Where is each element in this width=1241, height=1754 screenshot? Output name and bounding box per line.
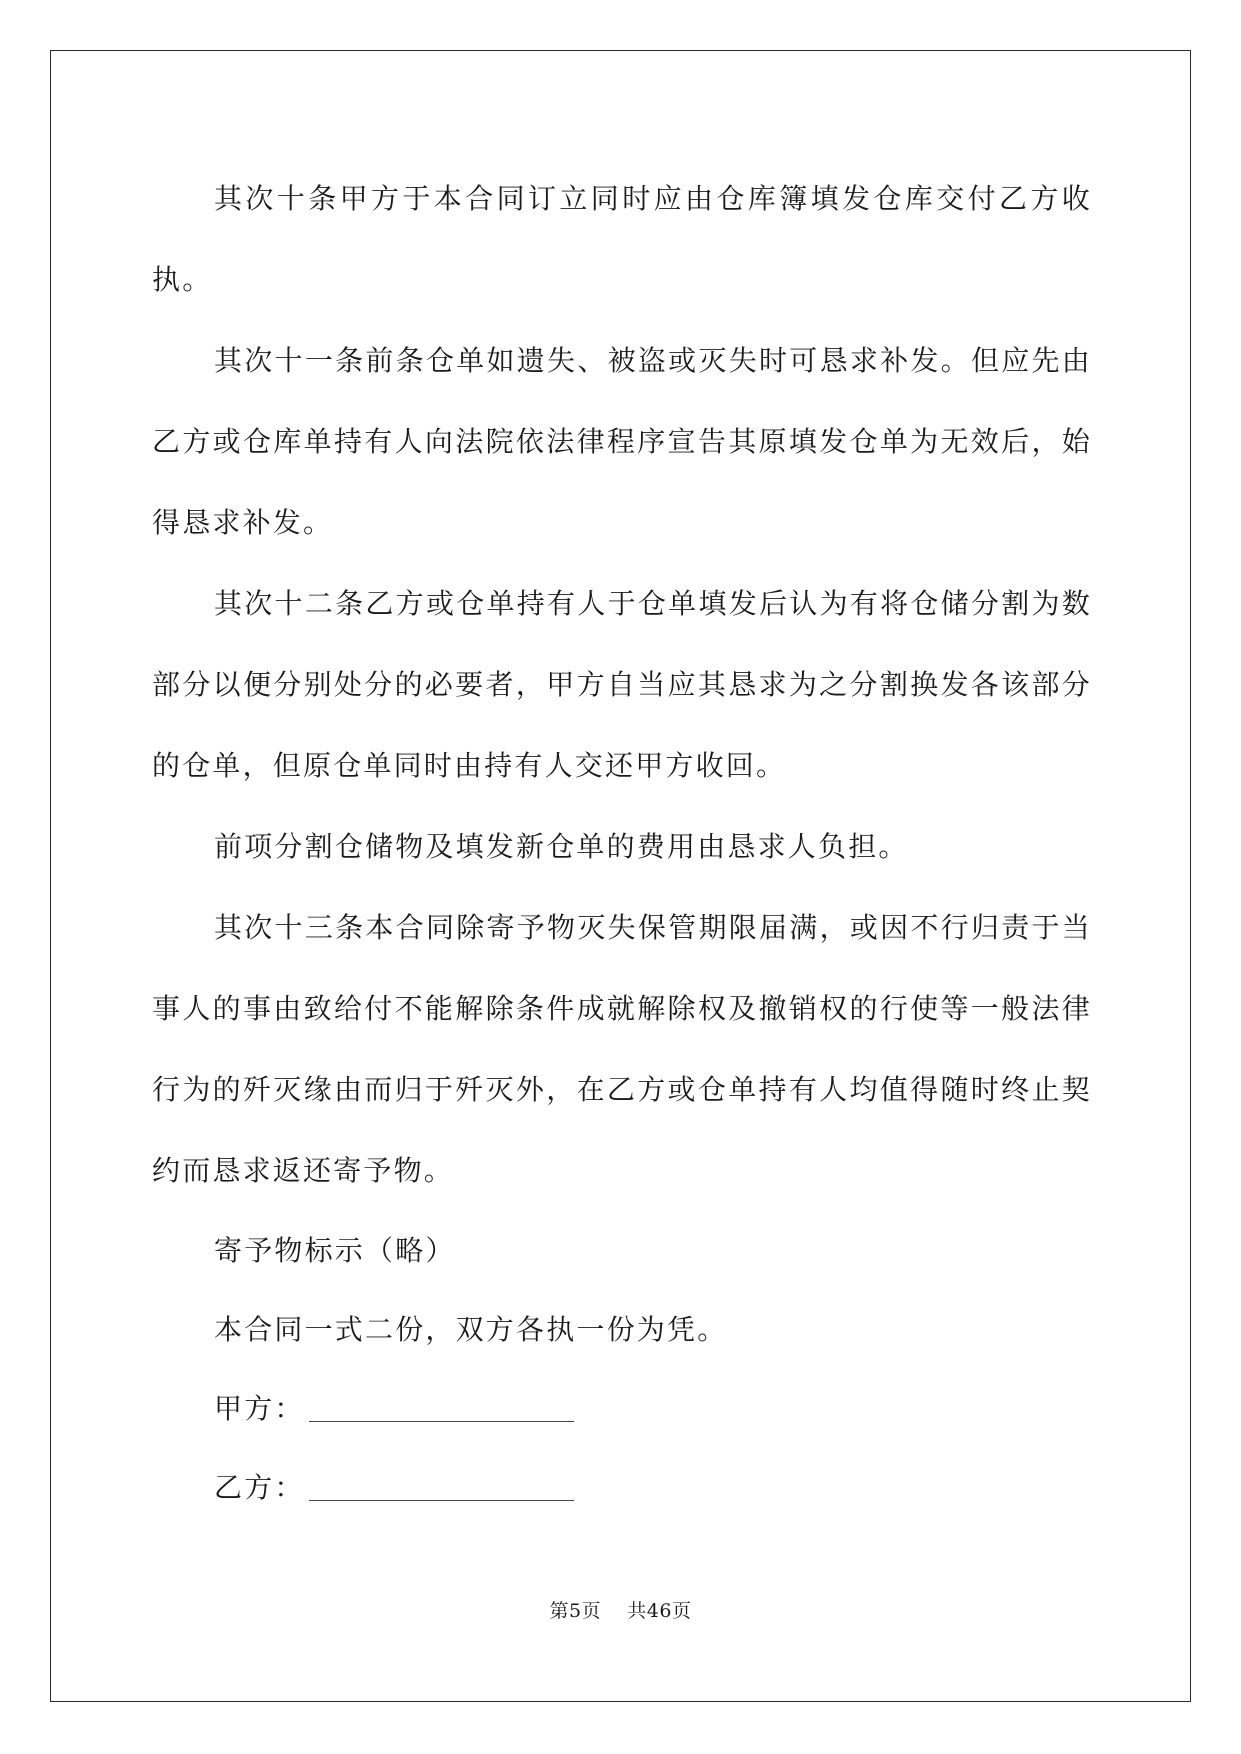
party-b-label: 乙方：	[214, 1471, 305, 1504]
paragraph-split-cost: 前项分割仓储物及填发新仓单的费用由恳求人负担。	[214, 830, 909, 863]
paragraph-copies: 本合同一式二份，双方各执一份为凭。	[214, 1313, 728, 1346]
paragraph-article-20: 其次十条甲方于本合同订立同时应由仓库簿填发仓库交付乙方收执。	[152, 182, 1092, 296]
paragraph-goods-listing: 寄予物标示（略）	[214, 1234, 456, 1267]
page-footer	[0, 1596, 1241, 1623]
paragraph-article-22: 其次十二条乙方或仓单持有人于仓单填发后认为有将仓储分割为数部分以便分别处分的必要者，甲方自当应其恳求为之分割换发各该部分的仓单，但原仓单同时由持有人交还甲方收回。	[152, 587, 1092, 782]
paragraph-article-21: 其次十一条前条仓单如遗失、被盗或灭失时可恳求补发。但应先由乙方或仓库单持有人向法院依法律程序宣告其原填发仓单为无效后，始得恳求补发。	[152, 344, 1092, 539]
party-a-signature-line	[309, 1419, 574, 1422]
party-b-signature-line	[309, 1498, 574, 1501]
page-total: 共46页	[627, 1600, 692, 1622]
document-body	[152, 158, 1092, 1527]
signature-party-b	[152, 1448, 1092, 1527]
signature-party-a	[152, 1369, 1092, 1448]
page-number: 第5页	[549, 1600, 602, 1622]
party-a-label: 甲方：	[214, 1392, 305, 1425]
paragraph-article-23: 其次十三条本合同除寄予物灭失保管期限届满，或因不行归责于当事人的事由致给付不能解除条件成就解除权及撤销权的行使等一般法律行为的歼灭缘由而归于歼灭外，在乙方或仓单持有人均值得随时终止契约而恳求返还寄予物。	[152, 911, 1092, 1187]
